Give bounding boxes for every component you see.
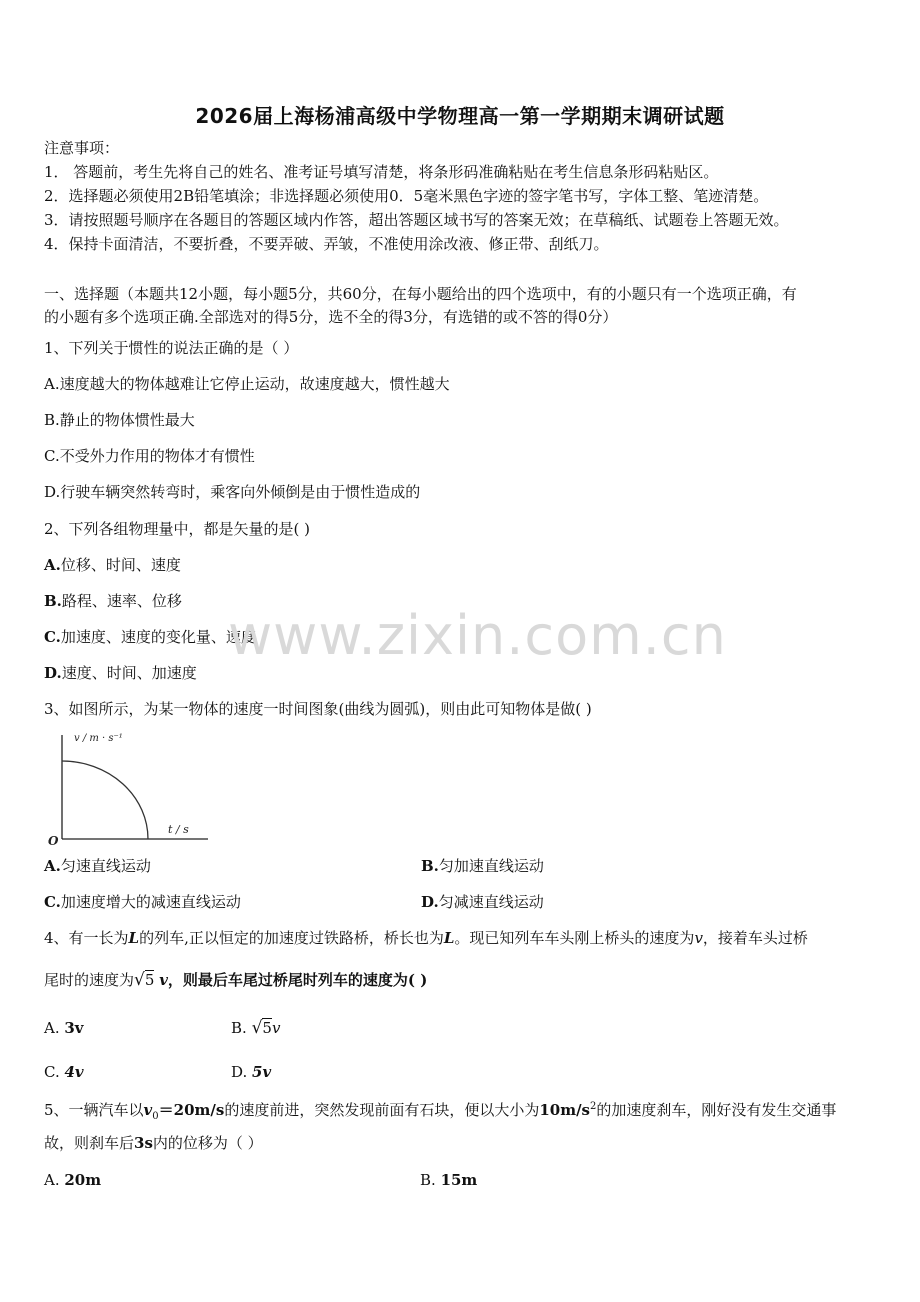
question-5-stem-line: 故，则刹车后3s内的位移为（ ）: [44, 1134, 263, 1152]
question-1-option[interactable]: C.不受外力作用的物体才有惯性: [44, 447, 255, 465]
question-4-stem-line: 4、有一长为L的列车,正以恒定的加速度过铁路桥，桥长也为L。现已知列车车头刚上桥头的速度为v，接着车头过桥: [44, 929, 808, 947]
notice-item: 2．选择题必须使用2B铅笔填涂；非选择题必须使用0．5毫米黑色字迹的签字笔书写，字体工整、笔迹清楚。: [44, 187, 769, 205]
page-title: 2026届上海杨浦高级中学物理高一第一学期期末调研试题: [195, 104, 725, 128]
sqrt-icon: √: [251, 1018, 263, 1038]
x-axis-label: t / s: [168, 823, 189, 836]
notice-heading: 注意事项：: [44, 139, 120, 157]
velocity-time-graph: [44, 727, 214, 847]
question-4-option[interactable]: B. √5v: [231, 1018, 281, 1038]
question-1-stem: 1、下列关于惯性的说法正确的是（ ）: [44, 339, 299, 357]
option-letter: C.: [44, 628, 61, 646]
watermark: www.zixin.com.cn: [228, 604, 727, 667]
option-letter: D.: [44, 664, 62, 682]
option-text: 加速度、速度的变化量、速度: [60, 628, 256, 646]
sqrt-icon: √: [134, 970, 145, 990]
question-2-option[interactable]: [44, 591, 182, 611]
question-3-option[interactable]: [421, 856, 544, 876]
question-4-stem-line: 尾时的速度为√5 v，则最后车尾过桥尾时列车的速度为( ): [44, 970, 428, 990]
question-4-option[interactable]: D. 5v: [231, 1063, 272, 1081]
section-heading-line: 的小题有多个选项正确.全部选对的得5分，选不全的得3分，有选错的或不答的得0分）: [44, 308, 618, 326]
origin-label: O: [48, 834, 59, 847]
option-letter: C.: [44, 893, 61, 911]
option-text: 速度、时间、加速度: [61, 664, 197, 682]
option-text: 路程、速率、位移: [61, 592, 182, 610]
notice-item: 1． 答题前，考生先将自己的姓名、准考证号填写清楚，将条形码准确粘贴在考生信息条形码粘贴区。: [44, 163, 719, 181]
y-axis-label: v / m · s⁻¹: [74, 733, 123, 744]
option-letter: A.: [44, 857, 61, 875]
question-1-option[interactable]: B.静止的物体惯性最大: [44, 411, 195, 429]
question-4-option[interactable]: C. 4v: [44, 1063, 84, 1081]
velocity-curve: [62, 761, 148, 839]
option-letter: D.: [421, 893, 439, 911]
option-letter: B.: [44, 592, 62, 610]
section-heading-line: 一、选择题（本题共12小题，每小题5分，共60分，在每小题给出的四个选项中，有的小题只有一个选项正确，有: [44, 285, 797, 303]
question-4-option[interactable]: A. 3v: [44, 1019, 84, 1037]
question-2-option[interactable]: [44, 555, 181, 575]
question-3-option[interactable]: [44, 856, 151, 876]
option-letter: A.: [44, 556, 61, 574]
question-2-option[interactable]: [44, 627, 256, 647]
question-2-stem: 2、下列各组物理量中，都是矢量的是( ): [44, 520, 311, 538]
option-text: 位移、时间、速度: [60, 556, 181, 574]
option-text: 匀加速直线运动: [438, 857, 544, 875]
option-text: 匀减速直线运动: [438, 893, 544, 911]
option-text: 匀速直线运动: [60, 857, 151, 875]
question-5-option[interactable]: A. 20m: [44, 1171, 102, 1189]
notice-item: 4．保持卡面清洁，不要折叠，不要弄破、弄皱，不准使用涂改液、修正带、刮纸刀。: [44, 235, 609, 253]
question-3-option[interactable]: [44, 892, 241, 912]
notice-item: 3．请按照题号顺序在各题目的答题区域内作答，超出答题区域书写的答案无效；在草稿纸、试题卷上答题无效。: [44, 211, 789, 229]
question-5-option[interactable]: B. 15m: [420, 1171, 478, 1189]
question-3-option[interactable]: [421, 892, 544, 912]
question-3-stem: 3、如图所示，为某一物体的速度一时间图象(曲线为圆弧)，则由此可知物体是做( ): [44, 700, 592, 718]
question-2-option[interactable]: [44, 663, 197, 683]
question-1-option[interactable]: D.行驶车辆突然转弯时，乘客向外倾倒是由于惯性造成的: [44, 483, 421, 501]
question-5-stem-line: 5、一辆汽车以$v_0=20m/s$的速度前进，突然发现前面有石块，便以大小为$10m/s^2$的加速度刹车，刚好没有发生交通事: [44, 1101, 837, 1122]
option-text: 加速度增大的减速直线运动: [60, 893, 241, 911]
option-letter: B.: [421, 857, 439, 875]
question-1-option[interactable]: A.速度越大的物体越难让它停止运动，故速度越大，惯性越大: [44, 375, 450, 393]
